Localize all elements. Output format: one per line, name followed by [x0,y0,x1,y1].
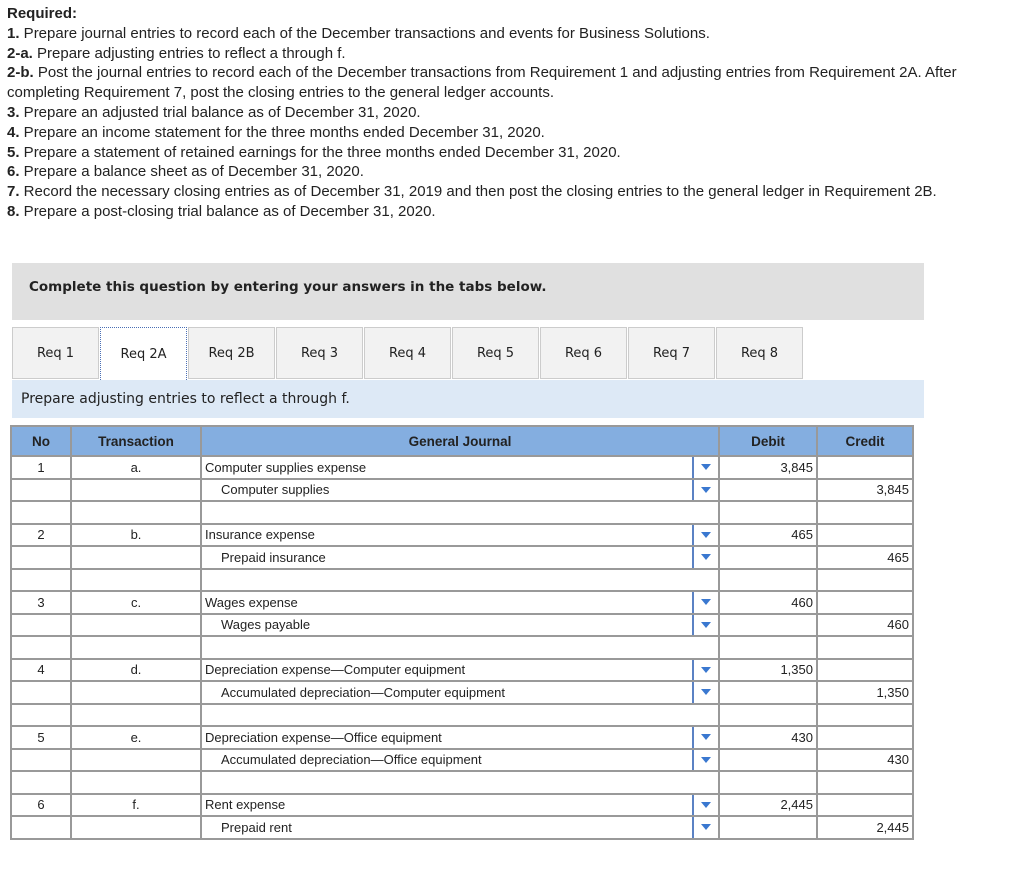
transaction-letter: a. [71,456,201,479]
requirement-number: 2-a. [7,44,33,62]
col-no: No [11,426,71,456]
credit-input[interactable] [817,794,913,817]
blank-debit-cell[interactable] [719,636,817,659]
blank-account-cell[interactable] [201,636,719,659]
credit-input[interactable]: 3,845 [817,479,913,502]
tab-req-2b[interactable]: Req 2B [188,327,275,379]
credit-input[interactable]: 1,350 [817,681,913,704]
tab-bar [12,327,804,380]
blank-cell [11,704,71,727]
journal-row-credit [11,479,913,502]
dropdown-arrow-icon [701,667,711,673]
blank-cell [11,771,71,794]
entry-number-empty [11,546,71,569]
account-name: Depreciation expense—Office equipment [205,729,442,745]
blank-cell [71,636,201,659]
blank-cell [11,636,71,659]
requirement-text: Prepare a statement of retained earnings for the three months ended December 31, 2020. [19,143,621,161]
journal-row-credit [11,749,913,772]
col-debit: Debit [719,426,817,456]
requirement-item [7,202,1017,222]
account-dropdown-button[interactable] [692,660,718,681]
col-general-journal: General Journal [201,426,719,456]
dropdown-arrow-icon [701,757,711,763]
blank-cell [71,704,201,727]
account-name: Computer supplies [221,482,330,498]
requirement-item [7,103,1017,123]
requirement-number: 1. [7,24,20,42]
tab-req-3[interactable]: Req 3 [276,327,363,379]
account-dropdown-button[interactable] [692,592,718,613]
requirement-text: Prepare an adjusted trial balance as of December 31, 2020. [19,103,421,121]
account-dropdown-button[interactable] [692,615,718,636]
requirement-text: Prepare a post-closing trial balance as of December 31, 2020. [19,202,436,220]
requirement-item [7,24,1017,44]
journal-row-blank [11,771,913,794]
credit-input[interactable]: 465 [817,546,913,569]
debit-input[interactable]: 3,845 [719,456,817,479]
account-select[interactable] [201,524,719,547]
entry-number-empty [11,749,71,772]
blank-account-cell[interactable] [201,771,719,794]
account-dropdown-button[interactable] [692,480,718,501]
dropdown-arrow-icon [701,532,711,538]
debit-input[interactable] [719,546,817,569]
requirement-text: Record the necessary closing entries as of December 31, 2019 and then post the closing entries to the general ledger in Requirement 2B. [19,183,937,201]
entry-number: 5 [11,726,71,749]
account-dropdown-button[interactable] [692,457,718,478]
col-credit: Credit [817,426,913,456]
journal-row-debit [11,524,913,547]
account-select[interactable] [201,591,719,614]
debit-input[interactable]: 465 [719,524,817,547]
transaction-letter: e. [71,726,201,749]
journal-row-credit [11,614,913,637]
credit-input[interactable]: 460 [817,614,913,637]
requirement-item [7,63,1017,103]
debit-input[interactable]: 430 [719,726,817,749]
journal-row-credit [11,681,913,704]
credit-input[interactable] [817,659,913,682]
dropdown-arrow-icon [701,622,711,628]
requirement-item [7,182,1017,202]
blank-credit-cell[interactable] [817,704,913,727]
col-transaction: Transaction [71,426,201,456]
account-dropdown-button[interactable] [692,750,718,771]
entry-number-empty [11,479,71,502]
account-select[interactable] [201,659,719,682]
dropdown-arrow-icon [701,554,711,560]
account-select[interactable] [201,479,719,502]
requirement-text: Post the journal entries to record each of the December transactions from Requirement 1 and adjusting entries from Requirement 2A. After completing Requirement 7, post the closing entries to the general ledger accounts. [7,64,957,102]
account-dropdown-button[interactable] [692,727,718,748]
account-select[interactable] [201,794,719,817]
requirement-text: Prepare an income statement for the three months ended December 31, 2020. [19,123,545,141]
debit-input[interactable] [719,749,817,772]
blank-debit-cell[interactable] [719,704,817,727]
blank-account-cell[interactable] [201,704,719,727]
blank-debit-cell[interactable] [719,501,817,524]
requirement-number: 6. [7,163,20,181]
entry-number-empty [11,614,71,637]
debit-input[interactable] [719,681,817,704]
transaction-letter: b. [71,524,201,547]
dropdown-arrow-icon [701,689,711,695]
account-select[interactable] [201,749,719,772]
blank-account-cell[interactable] [201,501,719,524]
transaction-letter: f. [71,794,201,817]
transaction-empty [71,479,201,502]
general-journal-table [10,425,914,840]
account-select[interactable] [201,726,719,749]
credit-input[interactable]: 430 [817,749,913,772]
blank-credit-cell[interactable] [817,771,913,794]
debit-input[interactable] [719,614,817,637]
blank-credit-cell[interactable] [817,569,913,592]
entry-number: 1 [11,456,71,479]
prompt-text: Prepare adjusting entries to reflect a through f. [21,391,350,407]
transaction-empty [71,749,201,772]
entry-number: 6 [11,794,71,817]
debit-input[interactable]: 1,350 [719,659,817,682]
requirement-text: Prepare a balance sheet as of December 31, 2020. [19,163,364,181]
credit-input[interactable] [817,456,913,479]
tab-prompt [12,380,924,418]
blank-cell [11,501,71,524]
blank-debit-cell[interactable] [719,771,817,794]
requirement-number: 4. [7,123,20,141]
requirement-text: Prepare adjusting entries to reflect a through f. [32,44,346,62]
account-name: Accumulated depreciation—Office equipment [221,752,482,768]
journal-row-blank [11,569,913,592]
credit-input[interactable] [817,591,913,614]
dropdown-arrow-icon [701,487,711,493]
entry-number-empty [11,816,71,839]
credit-input[interactable] [817,726,913,749]
dropdown-arrow-icon [701,734,711,740]
tab-req-2a[interactable]: Req 2A [100,327,187,380]
entry-number: 4 [11,659,71,682]
dropdown-arrow-icon [701,802,711,808]
tab-req-5[interactable]: Req 5 [452,327,539,379]
journal-row-debit [11,726,913,749]
account-name: Prepaid insurance [221,549,326,565]
account-name: Wages payable [221,617,311,633]
requirement-item [7,162,1017,182]
entry-number: 3 [11,591,71,614]
account-select[interactable] [201,816,719,839]
blank-credit-cell[interactable] [817,636,913,659]
blank-debit-cell[interactable] [719,569,817,592]
tab-req-7[interactable]: Req 7 [628,327,715,379]
requirement-text: Prepare journal entries to record each of the December transactions and events for Business Solutions. [19,24,710,42]
requirement-number: 7. [7,183,20,201]
account-select[interactable] [201,546,719,569]
journal-row-debit [11,794,913,817]
debit-input[interactable] [719,479,817,502]
blank-credit-cell[interactable] [817,501,913,524]
entry-number-empty [11,681,71,704]
account-name: Insurance expense [205,527,315,543]
transaction-empty [71,614,201,637]
account-name: Prepaid rent [221,819,292,835]
journal-row-debit [11,456,913,479]
account-dropdown-button[interactable] [692,682,718,703]
blank-account-cell[interactable] [201,569,719,592]
tab-req-6[interactable]: Req 6 [540,327,627,379]
tab-req-4[interactable]: Req 4 [364,327,451,379]
transaction-empty [71,816,201,839]
dropdown-arrow-icon [701,464,711,470]
credit-input[interactable]: 2,445 [817,816,913,839]
journal-row-credit [11,816,913,839]
account-name: Wages expense [205,594,298,610]
account-select[interactable] [201,681,719,704]
account-dropdown-button[interactable] [692,525,718,546]
account-name: Rent expense [205,797,286,813]
transaction-empty [71,546,201,569]
account-select[interactable] [201,456,719,479]
credit-input[interactable] [817,524,913,547]
tab-req-8[interactable]: Req 8 [716,327,803,379]
entry-number: 2 [11,524,71,547]
instruction-text: Complete this question by entering your answers in the tabs below. [29,279,547,295]
requirement-number: 2-b. [7,64,34,82]
instruction-box [12,263,924,320]
debit-input[interactable]: 2,445 [719,794,817,817]
transaction-empty [71,681,201,704]
journal-row-blank [11,704,913,727]
blank-cell [71,569,201,592]
blank-cell [71,501,201,524]
dropdown-arrow-icon [701,824,711,830]
requirement-item [7,123,1017,143]
debit-input[interactable]: 460 [719,591,817,614]
journal-row-blank [11,636,913,659]
account-select[interactable] [201,614,719,637]
blank-cell [71,771,201,794]
requirement-number: 8. [7,202,20,220]
journal-row-debit [11,591,913,614]
blank-cell [11,569,71,592]
account-dropdown-button[interactable] [692,547,718,568]
journal-row-credit [11,546,913,569]
journal-row-blank [11,501,913,524]
transaction-letter: c. [71,591,201,614]
transaction-letter: d. [71,659,201,682]
account-dropdown-button[interactable] [692,795,718,816]
requirements [7,4,1017,222]
account-name: Computer supplies expense [205,459,367,475]
requirement-item [7,44,1017,64]
debit-input[interactable] [719,816,817,839]
journal-row-debit [11,659,913,682]
tab-req-1[interactable]: Req 1 [12,327,99,379]
account-name: Depreciation expense—Computer equipment [205,662,466,678]
required-heading: Required: [7,5,78,22]
account-dropdown-button[interactable] [692,817,718,838]
requirement-item [7,143,1017,163]
requirement-number: 3. [7,103,20,121]
requirement-number: 5. [7,143,20,161]
dropdown-arrow-icon [701,599,711,605]
account-name: Accumulated depreciation—Computer equipment [221,684,505,700]
